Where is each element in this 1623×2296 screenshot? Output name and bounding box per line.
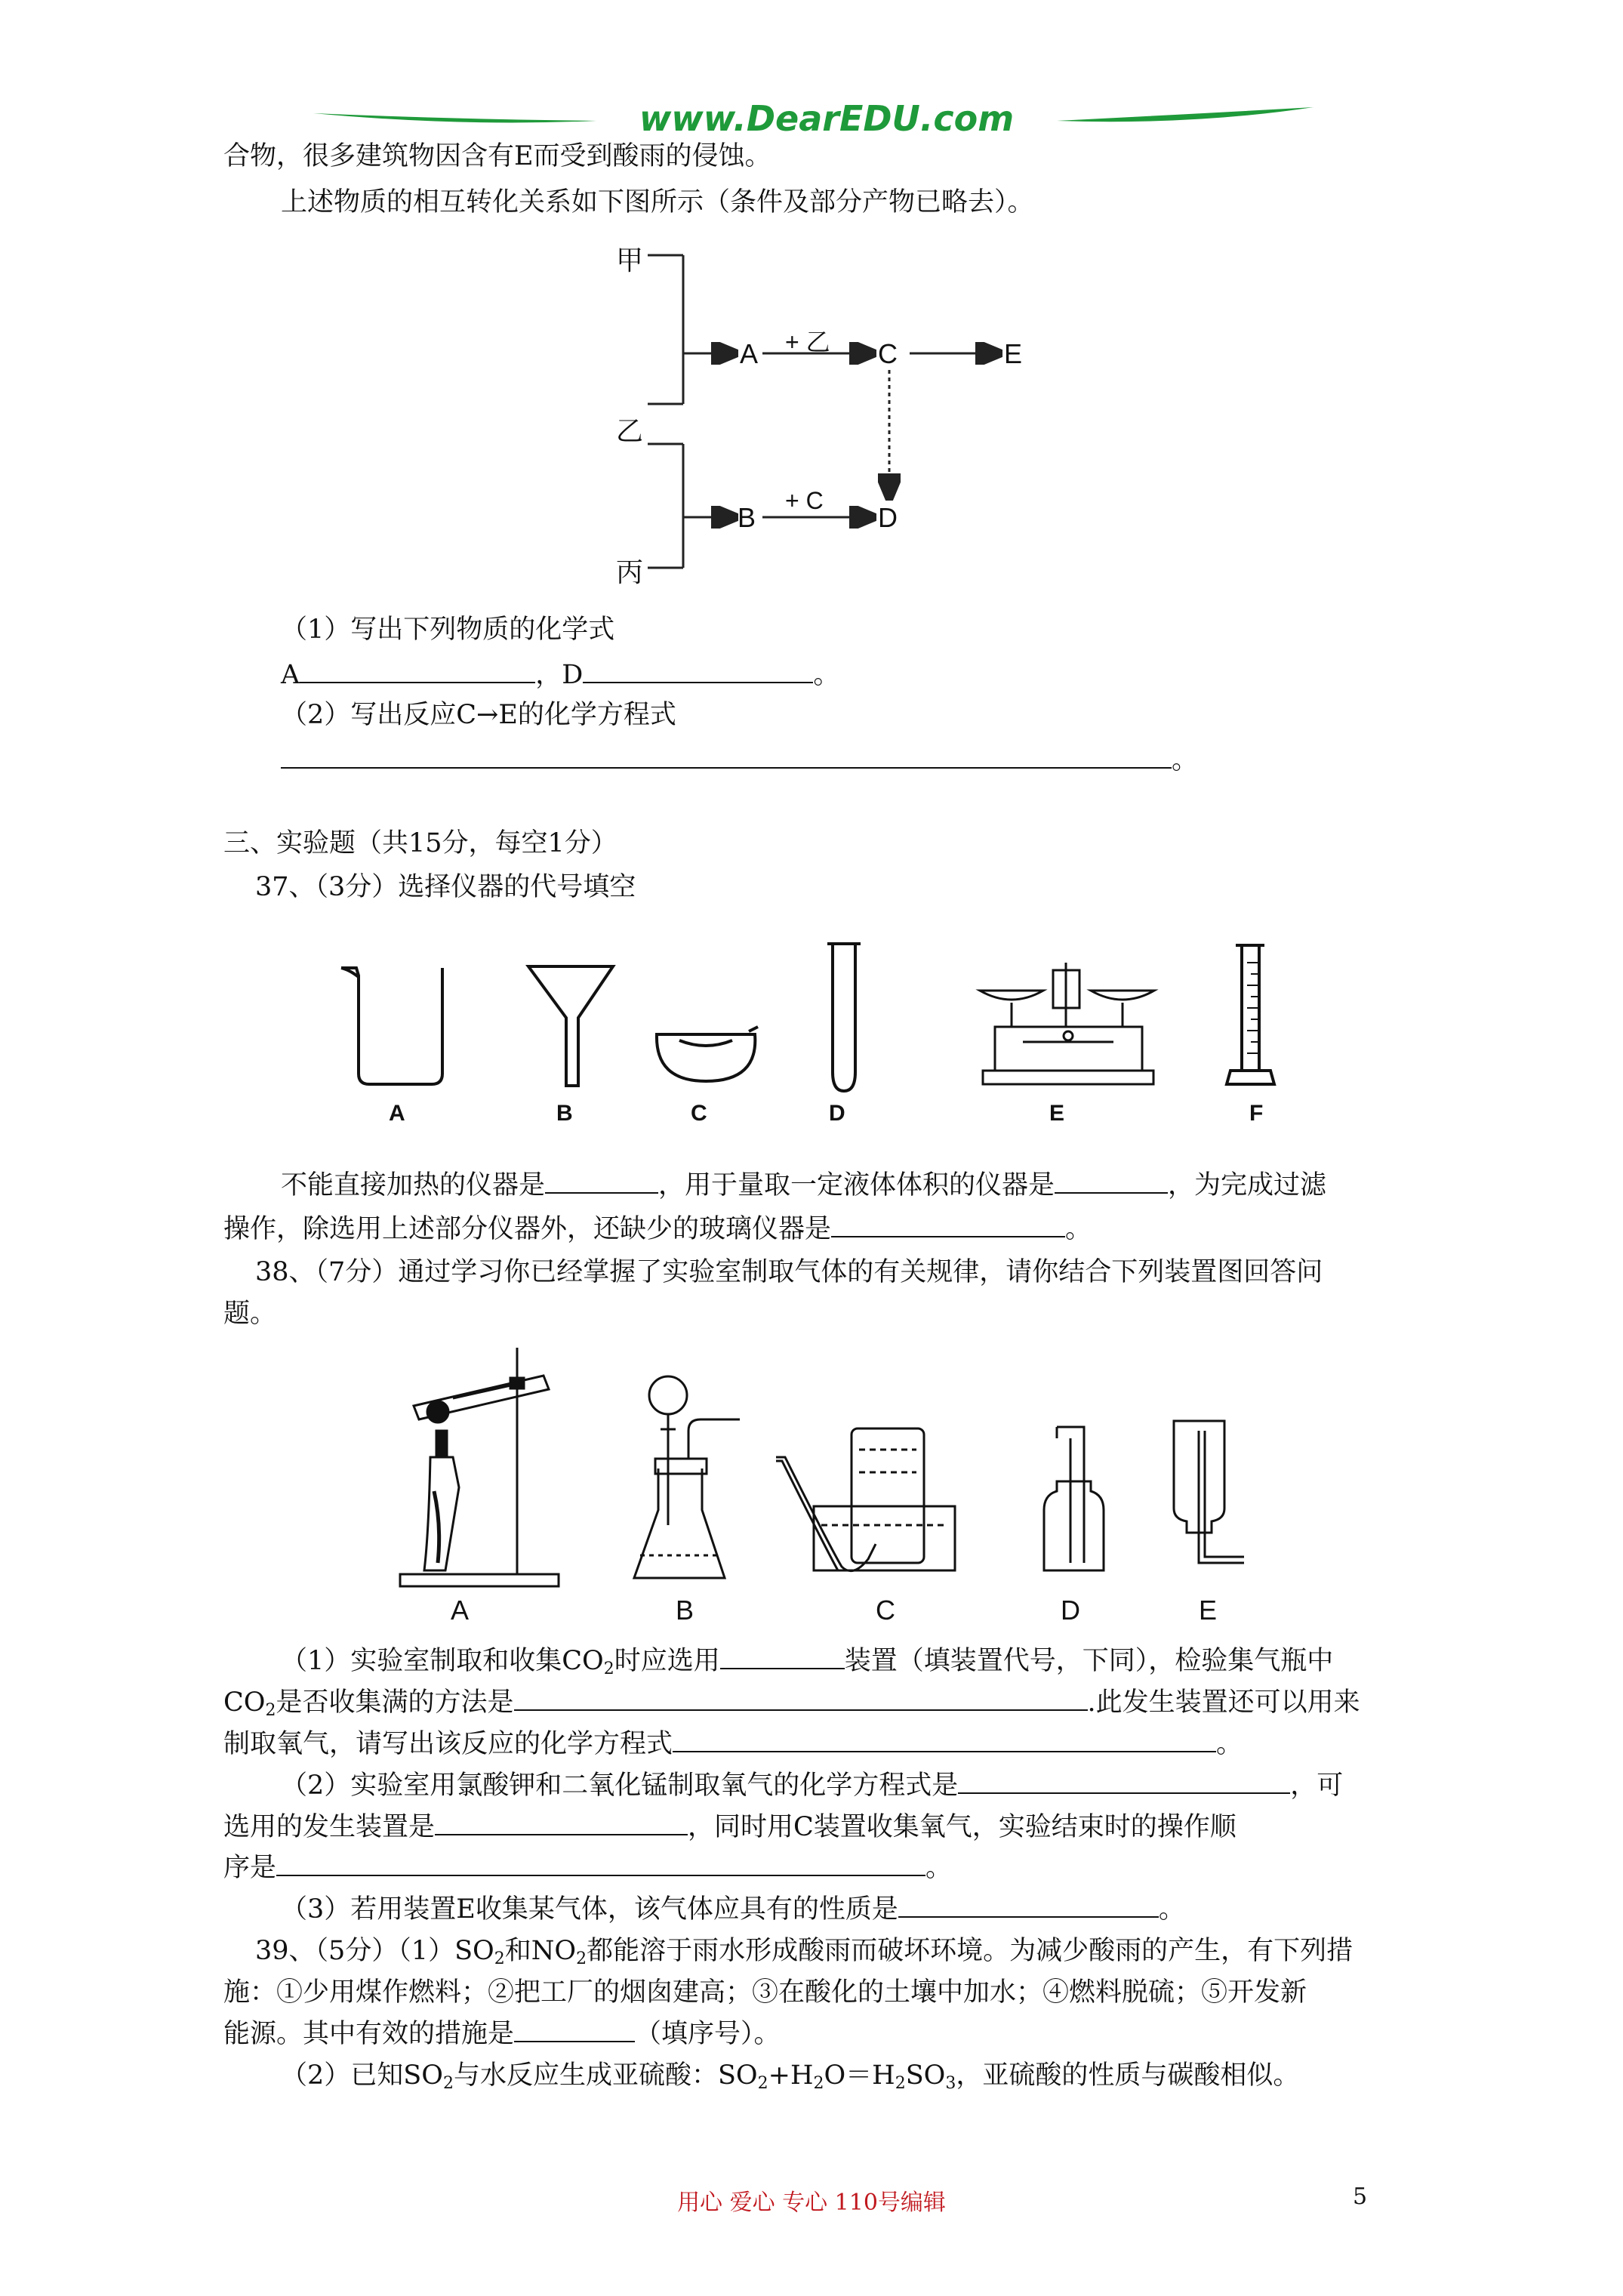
instrument-label-b: B — [556, 1101, 573, 1126]
answer-blank[interactable] — [958, 1770, 1290, 1794]
answer-blank[interactable] — [514, 2018, 635, 2042]
site-logo: www.DearEDU.com — [639, 98, 1015, 139]
question-2-title: （2）写出反应C→E的化学方程式 — [281, 700, 676, 730]
downward-air-bottle-icon — [1174, 1421, 1244, 1563]
q38-line-2: 题。 — [223, 1299, 277, 1329]
q38-part3: （3）若用装置E收集某气体，该气体应具有的性质是 。 — [281, 1894, 1185, 1925]
water-trough-collection-icon — [776, 1428, 955, 1571]
node-e: E — [1004, 338, 1023, 369]
q37-line-2: 操作，除选用上述部分仪器外，还缺少的玻璃仪器是 。 — [223, 1214, 1092, 1244]
answer-blank[interactable] — [673, 1728, 1216, 1752]
page-footer: 用心 爱心 专心 110号编辑 — [677, 2190, 946, 2216]
apparatus-label-b: B — [676, 1595, 694, 1626]
apparatus-label-d: D — [1061, 1595, 1080, 1626]
instrument-label-c: C — [691, 1101, 707, 1126]
q38-part2-line3: 序是 。 — [223, 1853, 953, 1883]
label-plus-yi: + 乙 — [785, 328, 830, 356]
answer-blank[interactable] — [276, 1852, 925, 1876]
question-2-answer: 。 — [281, 744, 1198, 777]
instrument-label-f: F — [1249, 1101, 1264, 1126]
label-plus-c: + C — [785, 487, 824, 514]
node-c: C — [878, 338, 898, 369]
q37-line-1: 不能直接加热的仪器是 ，用于量取一定液体体积的仪器是 ，为完成过滤 — [281, 1170, 1327, 1200]
q38-part1-line3: 制取氧气，请写出该反应的化学方程式 。 — [223, 1729, 1243, 1759]
upward-air-bottle-icon — [1044, 1427, 1104, 1570]
node-d: D — [878, 502, 898, 533]
q38-part1-line1: （1）实验室制取和收集$CO_2$时应选用 装置（填装置代号，下同），检验集气瓶中 — [281, 1646, 1334, 1678]
q38-part2-line1: （2）实验室用氯酸钾和二氧化锰制取氧气的化学方程式是 ，可 — [281, 1771, 1344, 1801]
answer-blank[interactable] — [514, 1687, 1088, 1711]
conical-flask-apparatus-icon — [634, 1376, 740, 1578]
answer-blank[interactable] — [898, 1894, 1159, 1918]
instrument-label-e: E — [1049, 1101, 1065, 1126]
question-37: 37、（3分）选择仪器的代号填空 — [255, 872, 636, 902]
instrument-label-a: A — [389, 1101, 405, 1126]
q39-line-4: （2）已知$SO_2$与水反应生成亚硫酸：$SO_2+H_2O=H_2SO_3$，亚硫酸的性质与碳酸相似。 — [281, 2060, 1300, 2093]
section-title: 三、实验题（共15分，每空1分） — [223, 828, 617, 858]
q39-line-2: 施：①少用煤作燃料；②把工厂的烟囱建高；③在酸化的土壤中加水；④燃料脱硫；⑤开发新 — [223, 1977, 1307, 2008]
q38-part2-line2: 选用的发生装置是 ，同时用C装置收集氧气，实验结束时的操作顺 — [223, 1812, 1236, 1842]
text-line: 上述物质的相互转化关系如下图所示（条件及部分产物已略去）。 — [281, 187, 1034, 217]
node-bing: 丙 — [616, 556, 644, 587]
instrument-label-d: D — [829, 1101, 845, 1126]
question-1-title: （1）写出下列物质的化学式 — [281, 615, 615, 645]
q39-line-3: 能源。其中有效的措施是 （填序号）。 — [223, 2019, 781, 2049]
apparatus-label-a: A — [451, 1595, 470, 1626]
node-a: A — [740, 338, 759, 369]
apparatus-label-c: C — [876, 1595, 895, 1626]
answer-blank[interactable] — [435, 1811, 688, 1835]
apparatus-label-e: E — [1199, 1595, 1218, 1626]
q38-part1-line2: $CO_2$是否收集满的方法是 .此发生装置还可以用来 — [223, 1687, 1360, 1720]
text-line: 合物，很多建筑物因含有E而受到酸雨的侵蚀。 — [223, 141, 771, 171]
node-yi: 乙 — [616, 415, 644, 446]
q38-line-1: 38、（7分）通过学习你已经掌握了实验室制取气体的有关规律，请你结合下列装置图回答问 — [255, 1257, 1323, 1287]
node-jia: 甲 — [616, 245, 644, 276]
answer-blank[interactable] — [720, 1645, 845, 1669]
question-1-answers: A ，D 。 — [281, 660, 840, 690]
q39-line-1: 39、（5分）$(1)SO_2$和$NO_2$都能溶于雨水形成酸雨而破坏环境。为减少酸雨的产生，有下列措 — [255, 1936, 1354, 1968]
page-number: 5 — [1353, 2184, 1368, 2210]
stand-heating-apparatus-icon — [400, 1348, 559, 1586]
node-b: B — [738, 502, 756, 533]
